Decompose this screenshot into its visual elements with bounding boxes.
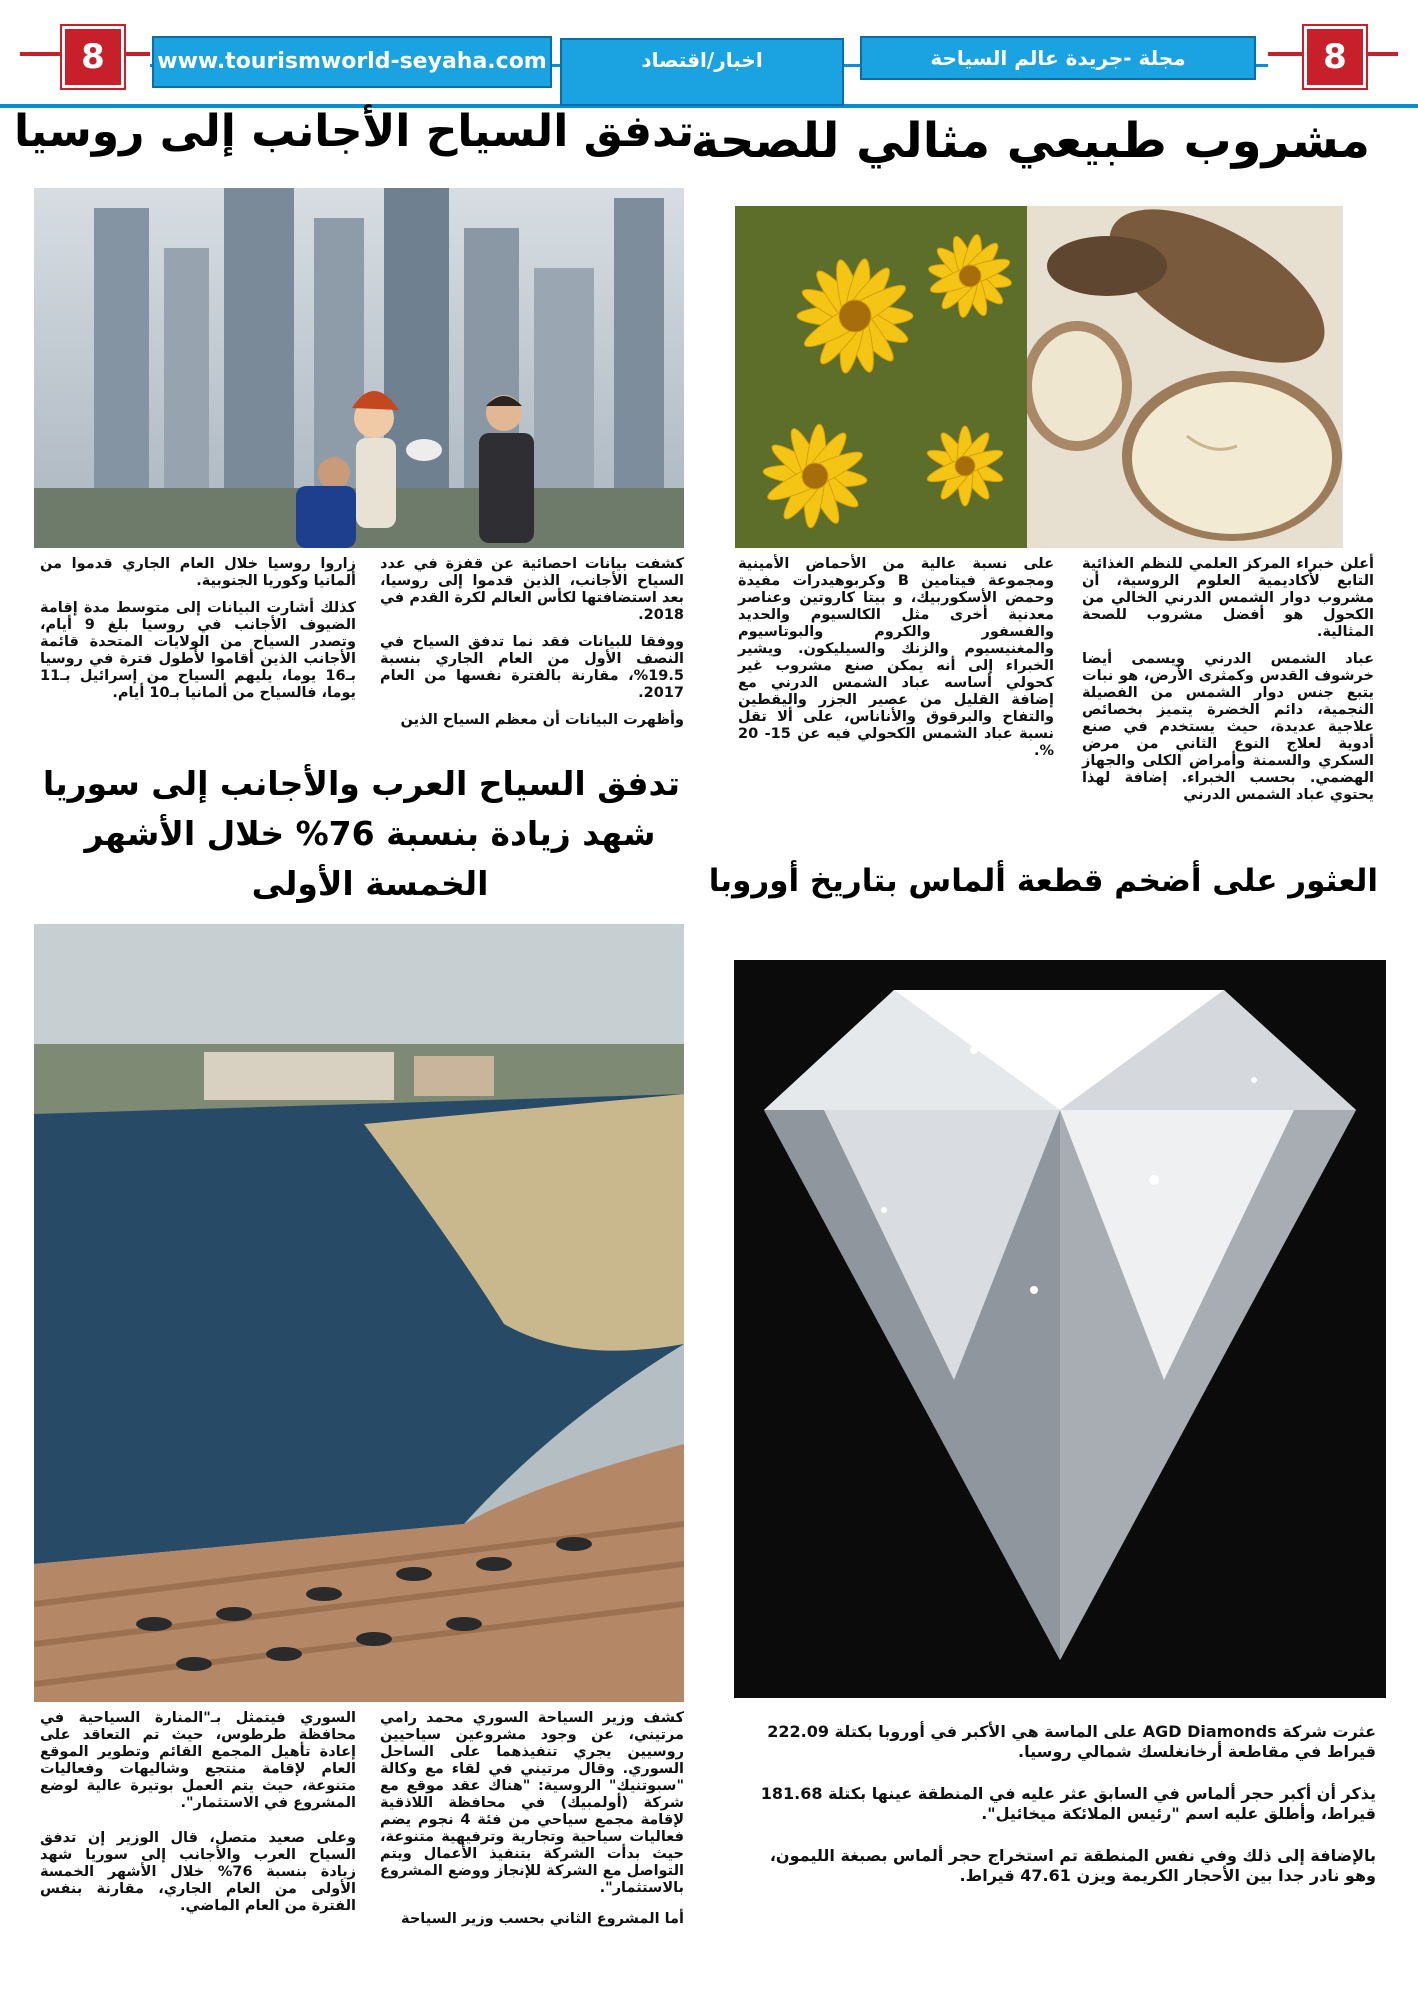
section-label: اخبار/اقتصاد bbox=[560, 38, 844, 106]
page-number-right: 8 bbox=[1304, 26, 1366, 88]
photo-syria-coast bbox=[34, 924, 684, 1702]
photo-sunflowers bbox=[735, 206, 1027, 548]
headline-diamond: العثور على أضخم قطعة ألماس بتاريخ أوروبا bbox=[708, 863, 1378, 899]
moscow-illustration bbox=[34, 188, 684, 548]
syria-paragraph-3: السوري فيتمثل بـ"المنارة السياحية في محافظة طرطوس، حيث تم التعاقد على إعادة تأهيل المجمع القائم وتطوير الموقع العام لإقامة منتجع وشاليهات وفعاليات متنوعة، حيث يتم العمل بوتيرة عالية لوضع المشروع في الاستثمار". bbox=[40, 1710, 356, 1811]
coast-illustration bbox=[34, 924, 684, 1702]
headline-russia: تدفق السياح الأجانب إلى روسيا bbox=[14, 106, 694, 157]
drink-paragraph-2: عباد الشمس الدرني ويسمى أيضا خرشوف القدس وكمثرى الأرض، هو نبات يتبع جنس دوار الشمس من الفصيلة النجمية، دائم الخضرة يتميز بخصائص علاجية عديدة، حيث يستخدم في صنع أدوية لعلاج النوع الثاني من مرض السكري والسمنة وأمراض الكلى والجهاز الهضمي. بحسب الخبراء. إضافة لهذا يحتوي عباد الشمس الدرني bbox=[1082, 651, 1374, 803]
drink-column-left bbox=[738, 556, 1054, 770]
russia-paragraph-2: ووفقا للبيانات فقد نما تدفق السياح في النصف الأول من العام الجاري بنسبة 19.5%، مقارنة بالفترة نفسها من العام 2017. bbox=[380, 634, 684, 701]
diamond-illustration bbox=[734, 960, 1386, 1698]
headline-syria-line-1: تدفق السياح العرب والأجانب إلى سوريا bbox=[42, 764, 680, 803]
russia-paragraph-4: زاروا روسيا خلال العام الجاري قدموا من ألمانيا وكوريا الجنوبية. bbox=[40, 556, 356, 589]
syria-paragraph-2: أما المشروع الثاني بحسب وزير السياحة bbox=[401, 1911, 684, 1927]
drink-paragraph-1: أعلن خبراء المركز العلمي للنظم الغذائية التابع لأكاديمية العلوم الروسية، أن مشروب دوار الشمس الدرني الخالي من الكحول هو أفضل مشروب للصحة المثالية. bbox=[1082, 556, 1374, 640]
photo-moscow-couple bbox=[34, 188, 684, 548]
drink-column-right bbox=[1082, 556, 1374, 814]
diamond-body bbox=[736, 1722, 1376, 1908]
drink-paragraph-3: على نسبة عالية من الأحماض الأمينية ومجموعة فيتامين B وكربوهيدرات مفيدة وحمض الأسكوربيك، و بيتا كاروتين وعناصر معدنية أخرى مثل الكالسيوم والحديد والفسفور والكروم والبوتاسيوم والمغنيسيوم والزنك والسيليكون. ويشير الخبراء إلى أنه يمكن صنع مشروب غير كحولي أساسه عباد الشمس الدرني مع إضافة القليل من عصير الجزر واليقطين والتفاح والبرقوق والأناناس، على ألا تقل نسبة عباد الشمس الكحولي فيه عن 15- 20 %. bbox=[738, 556, 1054, 759]
page-number-left: 8 bbox=[62, 26, 124, 88]
diamond-paragraph-3: بالإضافة إلى ذلك وفي نفس المنطقة تم استخراج حجر ألماس بصبغة الليمون، وهو نادر جدا بين الأحجار الكريمة ويزن 47.61 قيراط. bbox=[769, 1846, 1376, 1885]
photo-tubers bbox=[1027, 206, 1343, 548]
russia-paragraph-5: كذلك أشارت البيانات إلى متوسط مدة إقامة الضيوف الأجانب في روسيا بلغ 9 أيام، وتصدر السياح من الولايات المتحدة قائمة الأجانب الذين أقاموا لأطول فترة في روسيا بـ16 يوما، يليهم السياح من إسرائيل بـ11 يوما، فالسياح من ألمانيا بـ10 أيام. bbox=[40, 600, 357, 701]
website-link[interactable]: www.tourismworld-seyaha.com bbox=[152, 36, 552, 88]
publication-name: مجلة -جريدة عالم السياحة bbox=[860, 36, 1256, 80]
syria-paragraph-1: كشف وزير السياحة السوري محمد رامي مرتيني، عن وجود مشروعين سياحيين روسيين يجري تنفيذهما على الساحل السوري. وقال مرتيني في لقاء مع وكالة "سبوتنيك" الروسية: "هناك عقد موقع مع شركة (أولمبيك) في محافظة اللاذقية لإقامة مجمع سياحي من فئة 4 نجوم يضم فعاليات سياحية وتجارية وترفيهية متنوعة، حيث بدأت الشركة بتنفيذ الأعمال ويتم التواصل مع الشركة للإنجاز ووضع المشروع بالاستثمار". bbox=[380, 1710, 685, 1896]
diamond-paragraph-1: عثرت شركة AGD Diamonds على الماسة هي الأكبر في أوروبا بكتلة 222.09 قيراط في مقاطعة أرخانغلسك شمالي روسيا. bbox=[767, 1722, 1376, 1761]
russia-paragraph-1: كشفت بيانات احصائية عن قفزة في عدد السياح الأجانب، الذين قدموا إلى روسيا، بعد استضافتها لكأس العالم لكرة القدم في 2018. bbox=[380, 556, 684, 623]
russia-paragraph-3: وأظهرت البيانات أن معظم السياح الذين bbox=[400, 712, 684, 728]
headline-syria-line-2: شهد زيادة بنسبة 76% خلال الأشهر bbox=[84, 814, 656, 853]
syria-column-left bbox=[40, 1710, 356, 1925]
headline-syria-line-3: الخمسة الأولى bbox=[251, 864, 489, 903]
syria-paragraph-4: وعلى صعيد متصل، قال الوزير إن تدفق السياح العرب والأجانب إلى سوريا شهد زيادة بنسبة 76% خلال الأشهر الخمسة الأولى من العام الجاري، مقارنة بنفس الفترة من العام الماضي. bbox=[40, 1830, 356, 1914]
sunflowers-illustration bbox=[735, 206, 1027, 548]
headline-drink: مشروب طبيعي مثالي للصحة bbox=[690, 113, 1370, 169]
syria-column-right bbox=[380, 1710, 684, 1938]
russia-column-left bbox=[40, 556, 356, 712]
diamond-paragraph-2: يذكر أن أكبر حجر ألماس في السابق عثر عليه في المنطقة عينها بكتلة 181.68 قيراط، وأطلق عليه اسم "رئيس الملائكة ميخائيل". bbox=[760, 1784, 1376, 1823]
tubers-illustration bbox=[1027, 206, 1343, 548]
russia-column-right bbox=[380, 556, 684, 739]
photo-diamond bbox=[734, 960, 1386, 1698]
